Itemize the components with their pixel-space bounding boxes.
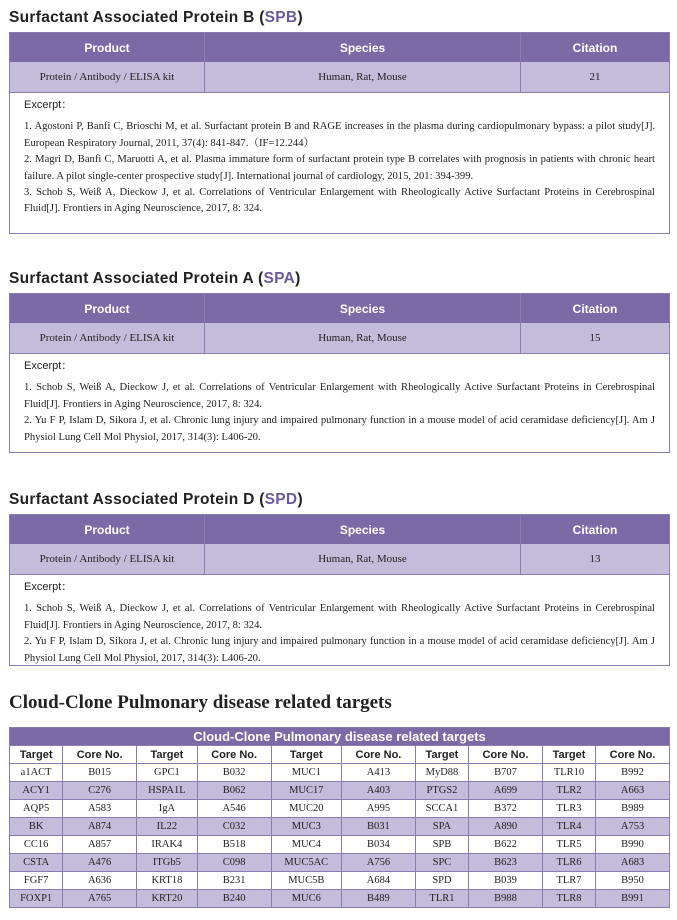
core-no-cell: A476 [63,854,137,872]
core-no-cell: B062 [197,782,271,800]
header-product: Product [10,294,205,323]
target-cell: MUC4 [271,836,342,854]
target-cell: TLR2 [542,782,595,800]
product-table-header [10,515,669,544]
reference: 3. Schob S, Weiß A, Dieckow J, et al. Correlations of Ventricular Enlargement with Rheologically Active Surfactant Proteins in Cerebrospinal Fluid[J]. Frontiers in Aging Neuroscience, 2017, 8: 324. [24,187,655,215]
cell-product: Protein / Antibody / ELISA kit [10,544,205,574]
target-cell: FOXP1 [10,890,63,908]
target-cell: MyD88 [415,764,468,782]
target-cell: SPB [415,836,468,854]
core-no-cell: A890 [469,818,543,836]
target-cell: TLR8 [542,890,595,908]
target-cell: IRAK4 [137,836,198,854]
cell-species: Human, Rat, Mouse [205,544,521,574]
table-row [10,782,670,800]
target-cell: FGF7 [10,872,63,890]
core-no-cell: B992 [596,764,670,782]
core-no-cell: A684 [342,872,416,890]
target-cell: CC16 [10,836,63,854]
col-core-no: Core No. [342,746,416,764]
header-product: Product [10,515,205,544]
col-target: Target [137,746,198,764]
product-table-row [10,544,669,574]
section-abbr: SPB [264,9,298,26]
target-cell: PTGS2 [415,782,468,800]
col-core-no: Core No. [596,746,670,764]
core-no-cell: A857 [63,836,137,854]
col-target: Target [10,746,63,764]
target-cell: SPC [415,854,468,872]
header-species: Species [205,33,521,62]
cell-product: Protein / Antibody / ELISA kit [10,62,205,92]
core-no-cell: B240 [197,890,271,908]
core-no-cell: A753 [596,818,670,836]
table-row [10,872,670,890]
reference: 1. Agostoni P, Banfi C, Brioschi M, et al. Surfactant protein B and RAGE increases in the plasma during cardiopulmonary bypass: a pilot study[J]. European Respiratory Journal, 2011, 37(4): 841-847.（IF=12.244） [24,121,655,149]
reference: 1. Schob S, Weiß A, Dieckow J, et al. Correlations of Ventricular Enlargement with Rheologically Active Surfactant Proteins in Cerebrospinal Fluid[J]. Frontiers in Aging Neuroscience, 2017, 8: 324. [24,382,655,410]
table-row [10,764,670,782]
product-table-header [10,33,669,62]
target-cell: BK [10,818,63,836]
target-cell: KRT20 [137,890,198,908]
section-spd [9,489,670,666]
core-no-cell: B372 [469,800,543,818]
header-citation: Citation [572,301,618,316]
targets-table-caption: Cloud-Clone Pulmonary disease related targets [10,728,670,746]
core-no-cell: A413 [342,764,416,782]
excerpt-box [10,574,669,665]
core-no-cell: C032 [197,818,271,836]
target-cell: TLR5 [542,836,595,854]
section-spa [9,268,670,453]
table-row [10,854,670,872]
core-no-cell: B988 [469,890,543,908]
core-no-cell: B034 [342,836,416,854]
reference: 2. Yu F P, Islam D, Sikora J, et al. Chronic lung injury and impaired pulmonary function in a mouse model of acid ceramidase deficiency[J]. Am J Physiol Lung Cell Mol Physiol, 2017, 314(3): L406-20. [24,636,655,664]
target-cell: MUC1 [271,764,342,782]
core-no-cell: B991 [596,890,670,908]
core-no-cell: B990 [596,836,670,854]
section-title: Surfactant Associated Protein B (SPB) [9,9,303,26]
target-cell: SCCA1 [415,800,468,818]
header-citation: Citation [572,522,618,537]
core-no-cell: A403 [342,782,416,800]
core-no-cell: A756 [342,854,416,872]
product-table [9,293,670,453]
product-table-header [10,294,669,323]
table-row [10,818,670,836]
target-cell: MUC5AC [271,854,342,872]
target-cell: IL22 [137,818,198,836]
product-table-row [10,323,669,353]
reference: 2. Magrì D, Banfi C, Maruotti A, et al. Plasma immature form of surfactant protein type B correlates with prognosis in patients with chronic heart failure. A pilot single-center prospective study[J]. International journal of cardiology, 2015, 201: 394-399. [24,154,655,182]
target-cell: TLR6 [542,854,595,872]
product-table [9,514,670,666]
section-spb [9,7,670,234]
col-core-no: Core No. [197,746,271,764]
core-no-cell: B518 [197,836,271,854]
targets-table-header [10,746,670,764]
target-cell: TLR1 [415,890,468,908]
core-no-cell: A546 [197,800,271,818]
excerpt-box [10,353,669,452]
col-core-no: Core No. [469,746,543,764]
reference: 1. Schob S, Weiß A, Dieckow J, et al. Correlations of Ventricular Enlargement with Rheologically Active Surfactant Proteins in Cerebrospinal Fluid[J]. Frontiers in Aging Neuroscience, 2017, 8: 324. [24,603,655,631]
target-cell: TLR3 [542,800,595,818]
core-no-cell: B039 [469,872,543,890]
cell-species: Human, Rat, Mouse [205,62,521,92]
core-no-cell: B989 [596,800,670,818]
targets-table [9,727,670,908]
target-cell: a1ACT [10,764,63,782]
header-species: Species [205,294,521,323]
header-citation: Citation [572,40,618,55]
excerpt-box [10,92,669,233]
core-no-cell: B489 [342,890,416,908]
excerpt-label: Excerpt： [24,360,73,372]
cell-species: Human, Rat, Mouse [205,323,521,353]
col-target: Target [271,746,342,764]
product-table [9,32,670,234]
target-cell: ACY1 [10,782,63,800]
targets-heading: Cloud-Clone Pulmonary disease related targets [9,692,392,713]
target-cell: AQP5 [10,800,63,818]
cell-citation: 13 [589,553,601,565]
section-title: Surfactant Associated Protein A (SPA) [9,270,301,287]
cell-citation: 15 [589,332,601,344]
col-target: Target [542,746,595,764]
header-product: Product [10,33,205,62]
target-cell: KRT18 [137,872,198,890]
core-no-cell: B707 [469,764,543,782]
reference: 2. Yu F P, Islam D, Sikora J, et al. Chronic lung injury and impaired pulmonary function in a mouse model of acid ceramidase deficiency[J]. Am J Physiol Lung Cell Mol Physiol, 2017, 314(3): L406-20. [24,415,655,443]
col-core-no: Core No. [63,746,137,764]
table-row [10,836,670,854]
target-cell: SPD [415,872,468,890]
product-table-row [10,62,669,92]
core-no-cell: B623 [469,854,543,872]
target-cell: MUC6 [271,890,342,908]
header-species: Species [205,515,521,544]
table-row [10,890,670,908]
target-cell: MUC20 [271,800,342,818]
excerpt-label: Excerpt： [24,581,73,593]
cell-product: Protein / Antibody / ELISA kit [10,323,205,353]
core-no-cell: B031 [342,818,416,836]
section-abbr: SPD [264,491,298,508]
target-cell: GPC1 [137,764,198,782]
core-no-cell: B950 [596,872,670,890]
core-no-cell: A583 [63,800,137,818]
table-row [10,800,670,818]
core-no-cell: A699 [469,782,543,800]
core-no-cell: A765 [63,890,137,908]
core-no-cell: B622 [469,836,543,854]
core-no-cell: B231 [197,872,271,890]
target-cell: ITGb5 [137,854,198,872]
target-cell: SPA [415,818,468,836]
core-no-cell: A995 [342,800,416,818]
excerpt-label: Excerpt： [24,99,73,111]
target-cell: MUC5B [271,872,342,890]
core-no-cell: A874 [63,818,137,836]
target-cell: TLR10 [542,764,595,782]
target-cell: TLR7 [542,872,595,890]
col-target: Target [415,746,468,764]
core-no-cell: A683 [596,854,670,872]
core-no-cell: C276 [63,782,137,800]
targets-table-body [10,764,670,908]
section-title: Surfactant Associated Protein D (SPD) [9,491,303,508]
cell-citation: 21 [589,71,601,83]
target-cell: MUC17 [271,782,342,800]
target-cell: CSTA [10,854,63,872]
core-no-cell: B015 [63,764,137,782]
target-cell: TLR4 [542,818,595,836]
core-no-cell: A663 [596,782,670,800]
target-cell: HSPA1L [137,782,198,800]
target-cell: MUC3 [271,818,342,836]
section-abbr: SPA [263,270,296,287]
core-no-cell: B032 [197,764,271,782]
target-cell: IgA [137,800,198,818]
core-no-cell: A636 [63,872,137,890]
core-no-cell: C098 [197,854,271,872]
